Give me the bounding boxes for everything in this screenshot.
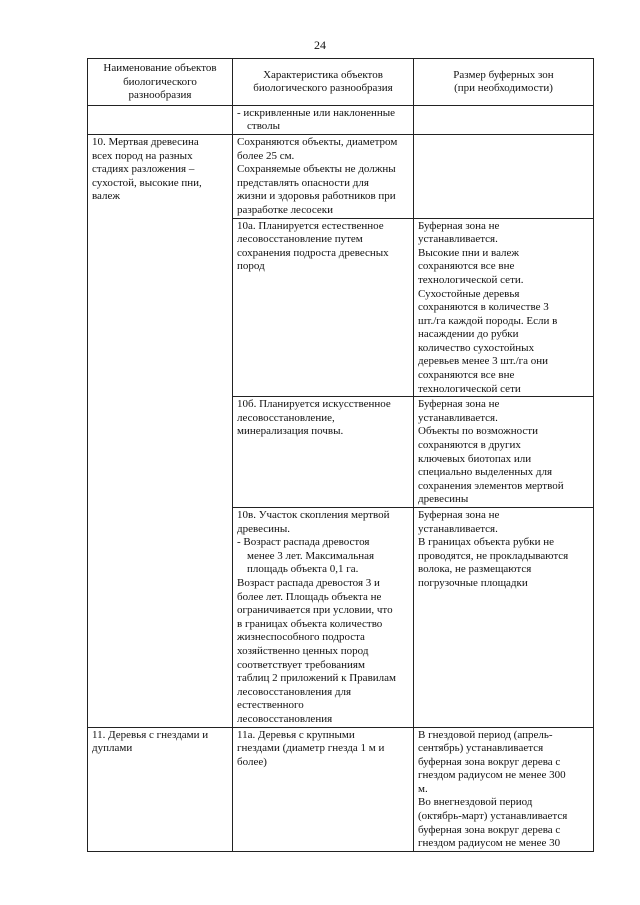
text-line: стволы: [247, 120, 281, 133]
text-line: 11. Деревья с гнездами и: [92, 728, 209, 741]
text-line: лесовосстановление путем: [237, 233, 363, 246]
text-line: технологической сети.: [418, 273, 524, 286]
text-line: жизнеспособного подроста: [237, 631, 365, 644]
text-line: насаждении до рубки: [418, 328, 519, 341]
text-line: Буферная зона не: [418, 219, 500, 232]
text-line: Сохраняются объекты, диаметром: [237, 135, 398, 148]
text-line: специально выделенных для: [418, 466, 553, 479]
text-line: сухостой, высокие пни,: [92, 176, 202, 189]
text-line: В гнездовой период (апрель-: [418, 728, 553, 741]
cell-continuation-characteristic: [233, 105, 414, 134]
text-line: всех пород на разных: [92, 149, 193, 162]
text-line: сохранения элементов мертвой: [418, 479, 564, 492]
text-line: технологической сети: [418, 382, 521, 395]
biodiversity-objects-table: [87, 58, 594, 852]
text-line: Сохраняемые объекты не должны: [237, 163, 396, 176]
text-line: более лет. Площадь объекта не: [237, 590, 382, 603]
text-line: Во внегнездовой период: [418, 796, 533, 809]
text-line: деревьев менее 3 шт./га они: [418, 355, 549, 368]
text-line: гнездом радиусом не менее 30: [418, 837, 561, 850]
text-line: - Возраст распада древостоя: [237, 536, 370, 549]
text-line: - искривленные или наклоненные: [237, 106, 396, 119]
cell-object-10c-buffer: [414, 508, 594, 728]
cell-object-11a-buffer: [414, 727, 594, 851]
text-line: лесовосстановления: [237, 712, 333, 725]
text-line: древесины: [418, 493, 469, 506]
header-line: (при необходимости): [454, 82, 553, 95]
text-line: в границах объекта количество: [237, 617, 383, 630]
text-line: дуплами: [92, 742, 133, 755]
page-number: 24: [314, 38, 326, 52]
text-line: таблиц 2 приложений к Правилам: [237, 672, 396, 685]
text-line: сохраняются в количестве 3: [418, 301, 549, 314]
text-line: количество сухостойных: [418, 341, 535, 354]
cell-object-10b-characteristic: [233, 397, 414, 508]
text-line: естественного: [237, 699, 304, 712]
cell-object-10b-buffer: [414, 397, 594, 508]
cell-empty: [414, 105, 594, 134]
text-line: устанавливается.: [418, 411, 498, 424]
text-line: ограничивается при условии, что: [237, 604, 393, 617]
text-line: (октябрь-март) устанавливается: [418, 810, 568, 823]
text-line: пород: [237, 260, 265, 273]
cell-object-10a-buffer: [414, 218, 594, 397]
header-line: Наименование объектов: [103, 62, 217, 74]
text-line: буферная зона вокруг дерева с: [418, 755, 561, 768]
cell-empty: [88, 105, 233, 134]
text-line: стадиях разложения –: [92, 163, 195, 176]
text-line: менее 3 лет. Максимальная: [247, 549, 375, 562]
header-line: разнообразия: [128, 89, 192, 102]
text-line: валеж: [92, 190, 120, 203]
text-line: Высокие пни и валеж: [418, 246, 520, 259]
text-line: сентябрь) устанавливается: [418, 742, 544, 755]
cell-empty: [414, 134, 594, 218]
cell-object-10a-characteristic: [233, 218, 414, 397]
table-row-11a: [88, 727, 594, 851]
text-line: устанавливается.: [418, 522, 498, 535]
text-line: соответствует требованиям: [237, 658, 365, 671]
text-line: погрузочные площадки: [418, 576, 528, 589]
text-line: В границах объекта рубки не: [418, 536, 554, 549]
text-line: Возраст распада древостоя 3 и: [237, 576, 380, 589]
text-line: более 25 см.: [237, 149, 295, 162]
text-line: Сухостойные деревья: [418, 287, 520, 300]
text-line: древесины.: [237, 522, 291, 535]
text-line: 11а. Деревья с крупными: [237, 728, 355, 741]
header-line: Размер буферных зон: [453, 68, 554, 81]
text-line: 10б. Планируется искусственное: [237, 398, 391, 411]
table-header-row: [88, 59, 594, 106]
text-line: лесовосстановление,: [237, 411, 335, 424]
cell-object-10-intro: [233, 134, 414, 218]
header-buffer-zone-size: [414, 59, 594, 106]
header-line: биологического разнообразия: [253, 82, 393, 95]
text-line: 10а. Планируется естественное: [237, 219, 384, 232]
text-line: минерализация почвы.: [237, 425, 344, 438]
text-line: сохранения подроста древесных: [237, 246, 389, 259]
text-line: Объекты по возможности: [418, 425, 538, 438]
text-line: 10в. Участок скопления мертвой: [237, 509, 390, 521]
text-line: шт./га каждой породы. Если в: [418, 314, 558, 327]
text-line: сохраняются все вне: [418, 369, 515, 382]
text-line: устанавливается.: [418, 233, 498, 246]
header-object-name: [88, 59, 233, 106]
text-line: сохраняются все вне: [418, 260, 515, 273]
text-line: волока, не размещаются: [418, 563, 532, 576]
table-row-10-intro: [88, 134, 594, 218]
cell-object-10-name: [88, 134, 233, 727]
text-line: хозяйственно ценных пород: [237, 644, 369, 657]
text-line: более): [237, 755, 267, 768]
text-line: жизни и здоровья работников при: [237, 190, 396, 203]
text-line: Буферная зона не: [418, 398, 500, 411]
text-line: гнездом радиусом не менее 300: [418, 769, 566, 782]
text-line: гнездами (диаметр гнезда 1 м и: [237, 742, 385, 755]
cell-object-10c-characteristic: [233, 508, 414, 728]
header-line: Характеристика объектов: [263, 68, 383, 81]
table-row-continuation: [88, 105, 594, 134]
text-line: м.: [418, 782, 428, 795]
text-line: 10. Мертвая древесина: [92, 135, 199, 148]
text-line: разработке лесосеки: [237, 203, 334, 216]
header-object-characteristics: [233, 59, 414, 106]
text-line: площадь объекта 0,1 га.: [247, 563, 359, 576]
text-line: проводятся, не прокладываются: [418, 549, 569, 562]
cell-object-11a-characteristic: [233, 727, 414, 851]
text-line: представлять опасности для: [237, 176, 369, 189]
header-line: биологического: [123, 75, 197, 88]
text-line: сохраняются в других: [418, 439, 521, 452]
text-line: буферная зона вокруг дерева с: [418, 823, 561, 836]
text-line: лесовосстановления для: [237, 685, 352, 698]
text-line: ключевых биотопах или: [418, 452, 532, 465]
text-line: Буферная зона не: [418, 509, 500, 521]
cell-object-11-name: [88, 727, 233, 851]
